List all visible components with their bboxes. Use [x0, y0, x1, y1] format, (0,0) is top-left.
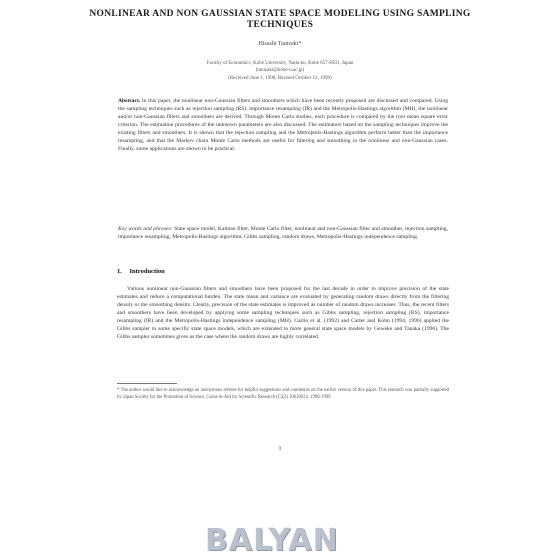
keywords [118, 225, 448, 241]
introduction-paragraph: Various nonlinear non-Gaussian filters and smoothers have been proposed for the last decade in order to improve precision of the state estimates and reduce a computational burden. The state mean and variance are evaluated by generating random draws directly from the filtering density or the smoothing density. Clearly, precision of the state estimates is improved as number of random draws increases. Thus, the recent filters and smoothers have been developed by applying some sampling techniques such as Gibbs sampling, rejection sampling (RS), importance resampling (IR) and the Metropolis-Hastings independence sampling (MH). Carlin et al. (1992) and Carter and Kohn (1994, 1996) applied the Gibbs sampler to some specific state space models, which are extended to more general state space models by Geweke and Tanaka (1996). The Gibbs sampler sometimes gives us the case where the random draws are highly correlated. [117, 286, 449, 341]
received-date: (Received June 1, 1998; Revised October 12, 1999) [228, 76, 332, 81]
keywords-text: State space model, Kalman filter, Monte Carlo filter, nonlinear and non-Gaussian filter and smoother, rejection sampling, importance resampling, Metropolis-Hastings algorithm, Gibbs sampling, random draws, Metropolis-Hastings independence sampling. [118, 226, 448, 241]
paper-author: Hisashi Tanizaki* [258, 41, 302, 47]
section-heading [117, 268, 165, 275]
section-number: 1. [117, 268, 122, 275]
section-title: Introduction [129, 268, 165, 275]
keywords-label: Key words and phrases: [118, 226, 173, 232]
watermark-logo: BALYAN [205, 523, 339, 558]
affiliation-line: Faculty of Economics, Kobe University, Nada-ku, Kobe 657-8501, Japan [206, 61, 354, 66]
footnote: * The author would like to acknowledge an anonymous referee for helpful suggestions and comments on the earlier version of this paper. This research was partially supported by Japan Society for the Promotion of Science, Grant-in-Aid for Scientific Research (C)(2) 10630024, 1998-1999. [117, 388, 449, 400]
paper-title: NONLINEAR AND NON GAUSSIAN STATE SPACE MODELING USING SAMPLING TECHNIQUES [89, 9, 471, 30]
affiliation-email: (tanizaki@kobe-u.ac.jp) [255, 68, 305, 73]
page-number: 1 [278, 446, 282, 452]
abstract [118, 97, 448, 153]
footnote-divider [117, 383, 177, 384]
abstract-label: Abstract. [118, 98, 141, 104]
abstract-text: In this paper, the nonlinear non-Gaussian filters and smoothers which have been recently proposed are discussed and compared. Using the sampling techniques such as rejection sampling (RS), importance resampling (IR) and the Metropolis-Hastings algorithm (MH), the nonlinear and/or non-Gaussian filters and smoothers are derived. Through Monte Carlo studies, each procedure is compared by the root mean square error criterion. The estimation procedures of the unknown parameters are also discussed. The estimators based on the sampling techniques improve the existing filters and smoothers. It is shown that the rejection sampling and the Metropolis-Hastings algorithm perform better than the importance resampling, and that the Markov chain Monte Carlo methods are useful for filtering and smoothing in the nonlinear and non-Gaussian cases. Finally, some applications are shown to be practical. [118, 98, 448, 153]
author-affiliation [0, 60, 560, 74]
